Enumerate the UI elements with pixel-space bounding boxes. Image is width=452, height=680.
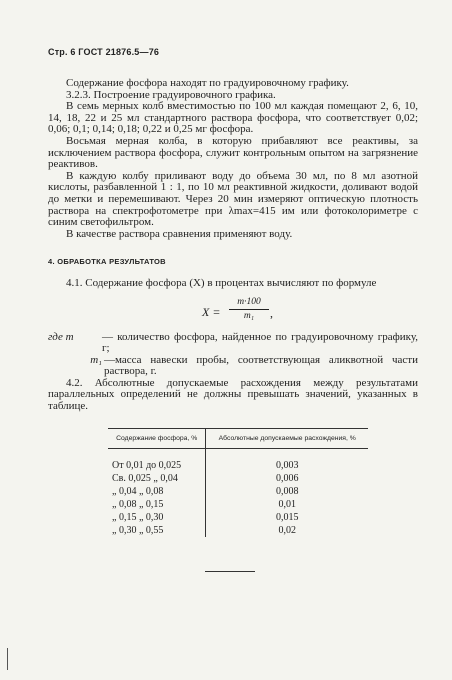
closing-rule xyxy=(205,571,255,572)
formula-lhs: X = xyxy=(202,304,221,319)
paragraph-4-2: 4.2. Абсолютные допускаемые расхождения между результатами параллельных определений не должны превышать значений, указанных в таблице. xyxy=(48,376,418,413)
tolerance-table xyxy=(108,428,368,537)
table-cell: Св. 0,025 „ 0,04 xyxy=(112,473,178,484)
formula xyxy=(48,294,418,330)
formula-comma: , xyxy=(270,305,273,320)
table-header-content: Содержание фосфора, % xyxy=(108,429,206,449)
page-header: Стр. 6 ГОСТ 21876.5—76 xyxy=(48,47,160,57)
paragraph: В качестве раствора сравнения применяют воду. xyxy=(66,227,293,240)
paragraph: Содержание фосфора находят по градуировочному графику. xyxy=(66,77,349,89)
table-row xyxy=(108,459,368,472)
table-cell: От 0,01 до 0,025 xyxy=(112,460,182,471)
table-row xyxy=(108,511,368,524)
definition-text: — количество фосфора, найденное по градуировочному графику, г; xyxy=(102,330,418,355)
table-cell: 0,006 xyxy=(206,472,368,485)
table-cell: „ 0,04 „ 0,08 xyxy=(112,486,164,497)
scan-edge-mark xyxy=(7,648,8,670)
definition-symbol: m₁ xyxy=(90,353,102,366)
formula-denominator: m₁ xyxy=(243,311,255,322)
table-cell: „ 0,08 „ 0,15 xyxy=(112,499,164,510)
table-cell: 0,01 xyxy=(206,498,368,511)
paragraph: Восьмая мерная колба, в которую прибавляют все реактивы, за исключением раствора фосфора, служит контрольным опытом на загрязнение реактивов. xyxy=(48,134,418,171)
definition-row xyxy=(48,355,418,378)
paragraph-4-1: 4.1. Содержание фосфора (X) в процентах вычисляют по формуле xyxy=(66,276,377,289)
table-row xyxy=(108,524,368,537)
table-cell: „ 0,30 „ 0,55 xyxy=(112,525,164,536)
table-cell: 0,02 xyxy=(206,524,368,537)
formula-numerator: m·100 xyxy=(229,297,269,311)
table-row xyxy=(108,498,368,511)
paragraph-heading-323: 3.2.3. Построение градуировочного графика. xyxy=(66,88,276,101)
paragraph: В семь мерных колб вместимостью по 100 мл каждая помещают 2, 6, 10, 14, 18, 22 и 25 мл стандартного раствора фосфора, что соответствует 0,02; 0,06; 0,1; 0,14; 0,18; 0,22 и 0,25 мг фосфора. xyxy=(48,100,418,136)
definition-text: —масса навески пробы, соответствующая аликвотной части раствора, г. xyxy=(104,353,418,378)
table-cell: „ 0,15 „ 0,30 xyxy=(112,512,164,523)
table-row xyxy=(108,485,368,498)
table-cell: 0,003 xyxy=(206,459,368,472)
variable-definitions xyxy=(48,332,418,378)
table-cell: 0,015 xyxy=(206,511,368,524)
definition-row xyxy=(48,332,418,355)
section-title: 4. ОБРАБОТКА РЕЗУЛЬТАТОВ xyxy=(48,257,166,267)
definition-symbol: где m xyxy=(48,330,74,343)
body-text xyxy=(48,78,418,413)
formula-fraction xyxy=(229,297,269,323)
table-cell: 0,008 xyxy=(206,485,368,498)
table-row xyxy=(108,472,368,485)
paragraph: В каждую колбу приливают воду до объема 30 мл, по 8 мл азотной кислоты, разбавленной 1 : 1, по 10 мл реактивной жидкости, доливают водой до метки и перемешивают. Через 20 мин измеряют оптическую плотность раствора на спектрофотометре при λmax=415 им или фотоколориметре с синим светофильтром. xyxy=(48,169,418,229)
table-header-tolerance: Абсолютные допускаемые расхождения, % xyxy=(206,429,368,449)
table-spacer xyxy=(108,449,368,460)
